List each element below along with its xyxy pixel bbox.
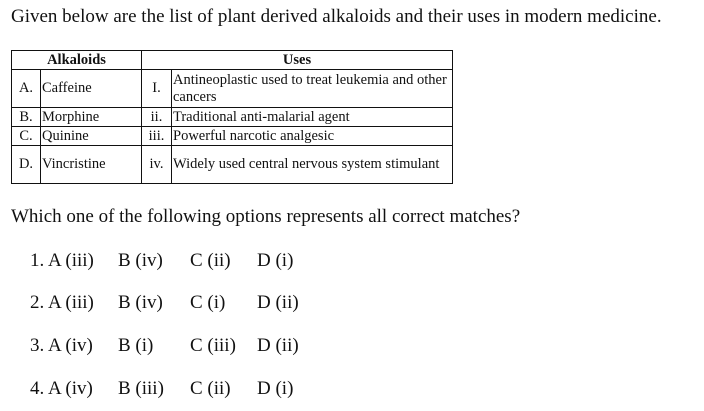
alkaloid-name: Quinine bbox=[41, 127, 142, 146]
header-uses: Uses bbox=[142, 51, 453, 70]
row-letter: C. bbox=[12, 127, 41, 146]
row-letter: B. bbox=[12, 108, 41, 127]
use-text: Powerful narcotic analgesic bbox=[172, 127, 453, 146]
option-b: B (iii) bbox=[118, 378, 164, 399]
option-b: B (i) bbox=[118, 335, 154, 356]
use-text: Widely used central nervous system stimulant bbox=[172, 146, 453, 184]
option-a: 1. A (iii) bbox=[30, 250, 94, 271]
table-row bbox=[12, 108, 453, 127]
option-d: D (i) bbox=[257, 378, 294, 399]
option-b: B (iv) bbox=[118, 292, 163, 313]
match-table bbox=[11, 50, 453, 184]
table-header-row bbox=[12, 51, 453, 70]
option-a: 3. A (iv) bbox=[30, 335, 93, 356]
alkaloid-name: Morphine bbox=[41, 108, 142, 127]
option-d: D (i) bbox=[257, 250, 294, 271]
header-alkaloids: Alkaloids bbox=[12, 51, 142, 70]
question-text: Which one of the following options represents all correct matches? bbox=[11, 206, 521, 227]
option-c: C (i) bbox=[190, 292, 226, 313]
row-letter: A. bbox=[12, 70, 41, 108]
option-d: D (ii) bbox=[257, 335, 299, 356]
option-c: C (ii) bbox=[190, 250, 231, 271]
table-row bbox=[12, 127, 453, 146]
use-text: Antineoplastic used to treat leukemia and other cancers bbox=[172, 70, 453, 108]
option-c: C (ii) bbox=[190, 378, 231, 399]
row-letter: D. bbox=[12, 146, 41, 184]
option-b: B (iv) bbox=[118, 250, 163, 271]
table-row bbox=[12, 70, 453, 108]
use-numeral: iv. bbox=[142, 146, 172, 184]
use-text: Traditional anti-malarial agent bbox=[172, 108, 453, 127]
alkaloid-name: Caffeine bbox=[41, 70, 142, 108]
intro-text: Given below are the list of plant derived alkaloids and their uses in modern medicine. bbox=[11, 6, 662, 27]
table-row bbox=[12, 146, 453, 184]
option-c: C (iii) bbox=[190, 335, 236, 356]
option-a: 2. A (iii) bbox=[30, 292, 94, 313]
option-a: 4. A (iv) bbox=[30, 378, 93, 399]
use-numeral: iii. bbox=[142, 127, 172, 146]
use-numeral: ii. bbox=[142, 108, 172, 127]
option-d: D (ii) bbox=[257, 292, 299, 313]
alkaloid-name: Vincristine bbox=[41, 146, 142, 184]
use-numeral: I. bbox=[142, 70, 172, 108]
